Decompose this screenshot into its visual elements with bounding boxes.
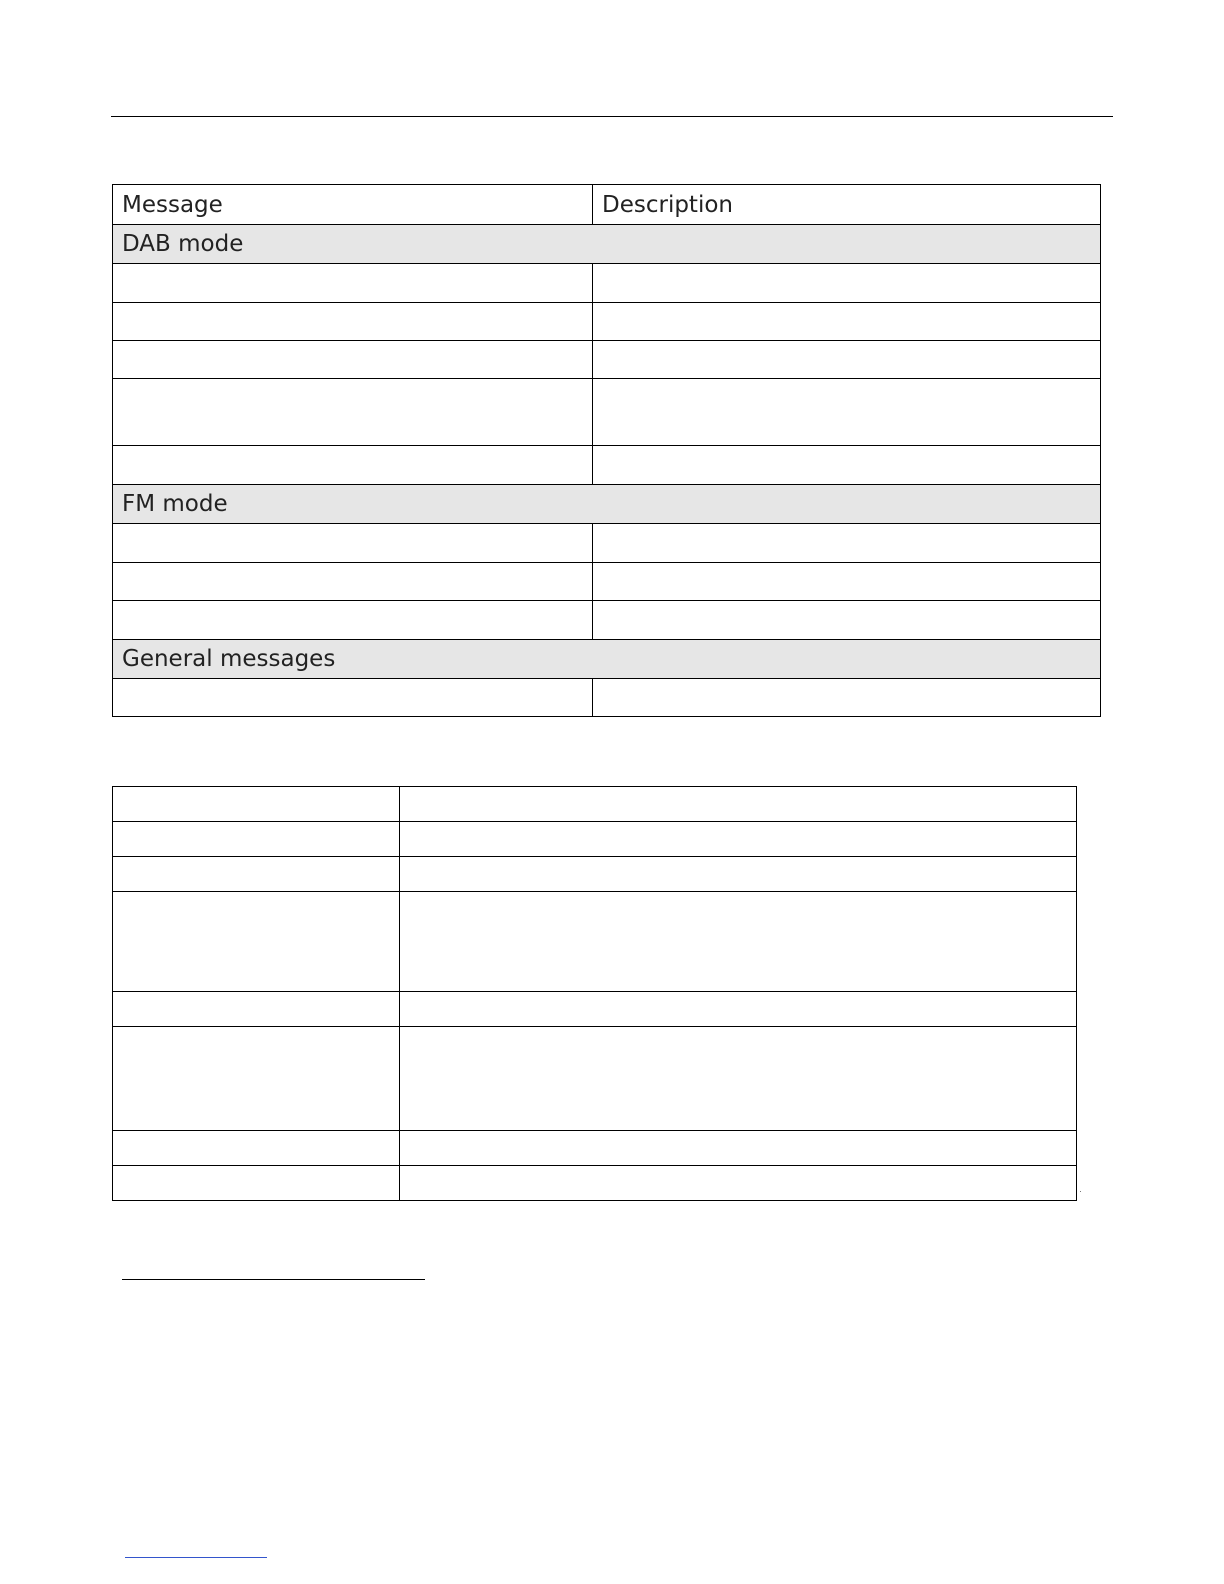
second-table [112,786,1077,1201]
description-cell [593,303,1101,341]
table-row [113,1166,1077,1201]
value-cell [400,1166,1077,1201]
header-rule [111,116,1113,117]
stray-dot [1080,1191,1081,1192]
message-cell [113,341,593,379]
value-cell [400,787,1077,822]
table-row [113,379,1101,446]
message-cell [113,446,593,485]
message-cell [113,601,593,640]
value-cell [400,857,1077,892]
value-cell [400,992,1077,1027]
label-cell [113,857,400,892]
label-cell [113,992,400,1027]
column-header-message: Message [113,185,593,225]
table-row [113,992,1077,1027]
section-heading-fm: FM mode [113,485,1101,524]
message-cell [113,524,593,563]
description-cell [593,601,1101,640]
table-row [113,264,1101,303]
value-cell [400,1027,1077,1131]
table-row [113,601,1101,640]
section-heading-dab: DAB mode [113,225,1101,264]
label-cell [113,1131,400,1166]
message-cell [113,563,593,601]
label-cell [113,1166,400,1201]
section-row-fm [113,485,1101,524]
table-row [113,822,1077,857]
table-header-row [113,185,1101,225]
footnote-separator [122,1279,425,1280]
message-cell [113,264,593,303]
link-underline[interactable] [125,1557,267,1558]
description-cell [593,341,1101,379]
table-row [113,1027,1077,1131]
section-heading-general: General messages [113,640,1101,679]
table-row [113,341,1101,379]
description-cell [593,563,1101,601]
description-cell [593,446,1101,485]
value-cell [400,892,1077,992]
table-row [113,303,1101,341]
table-row [113,857,1077,892]
message-cell [113,303,593,341]
label-cell [113,787,400,822]
message-cell [113,379,593,446]
table-row [113,524,1101,563]
label-cell [113,892,400,992]
value-cell [400,1131,1077,1166]
table-row [113,446,1101,485]
value-cell [400,822,1077,857]
table-row [113,892,1077,992]
description-cell [593,264,1101,303]
messages-table [112,184,1101,717]
description-cell [593,679,1101,717]
label-cell [113,822,400,857]
description-cell [593,379,1101,446]
section-row-dab [113,225,1101,264]
column-header-description: Description [593,185,1101,225]
label-cell [113,1027,400,1131]
table-row [113,563,1101,601]
table-row [113,679,1101,717]
message-cell [113,679,593,717]
table-row [113,787,1077,822]
section-row-general [113,640,1101,679]
description-cell [593,524,1101,563]
table-row [113,1131,1077,1166]
